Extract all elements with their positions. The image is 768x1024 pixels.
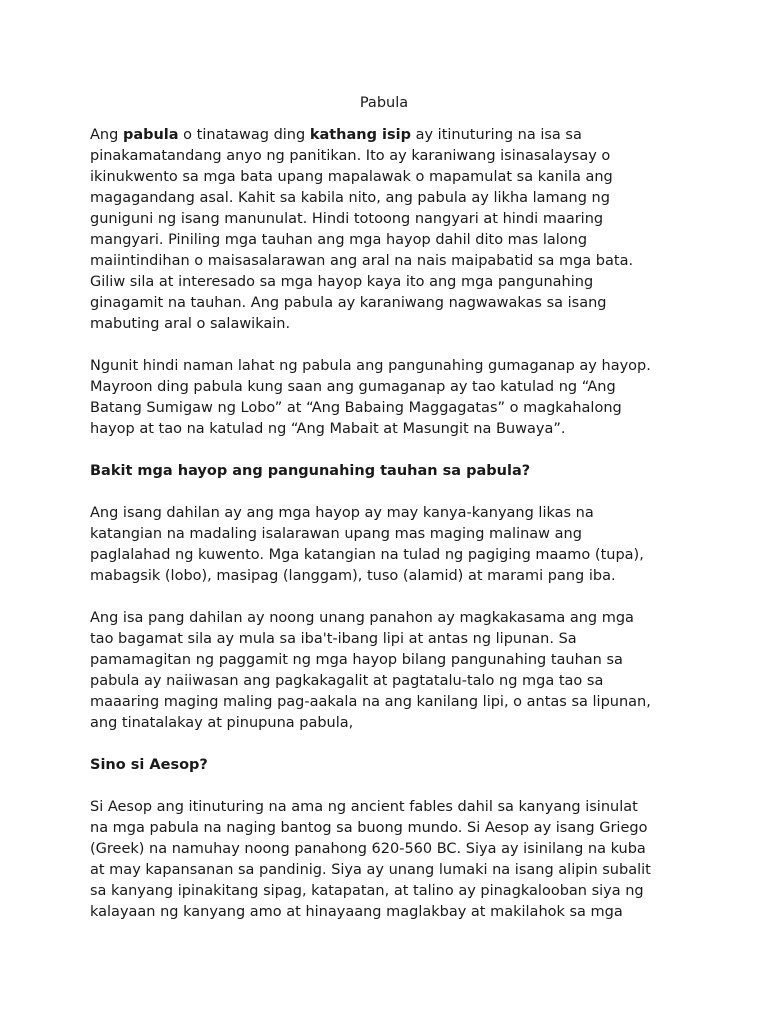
paragraph-line: kalayaan ng kanyang amo at hinayaang maglakbay at makilahok sa mga: [90, 904, 623, 920]
paragraph-line: hayop at tao na katulad ng “Ang Mabait at Masungit na Buwaya”.: [90, 421, 566, 437]
paragraph-line: ginagamit na tauhan. Ang pabula ay karaniwang nagwawakas sa isang: [90, 295, 607, 311]
paragraph-line: Ang isa pang dahilan ay noong unang panahon ay magkakasama ang mga: [90, 610, 634, 626]
paragraph-line: magagandang asal. Kahit sa kabila nito, ang pabula ay likha lamang ng: [90, 190, 610, 206]
paragraph-line: pabula ay naiiwasan ang pagkakagalit at pagtatalu-talo ng mga tao sa: [90, 673, 604, 689]
paragraph-line: Ang isang dahilan ay ang mga hayop ay may kanya-kanyang likas na: [90, 505, 594, 521]
paragraph-line: mabuting aral o salawikain.: [90, 316, 291, 332]
paragraph-line: maaaring maging maling pag-aakala na ang kanilang lipi, o antas sa lipunan,: [90, 694, 651, 710]
paragraph-line: ikinukwento sa mga bata upang mapalawak o mapamulat sa kanila ang: [90, 169, 613, 185]
paragraph-line: pinakamatandang anyo ng panitikan. Ito ay karaniwang isinasalaysay o: [90, 148, 611, 164]
paragraph-line: Giliw sila at interesado sa mga hayop kaya ito ang mga pangunahing: [90, 274, 594, 290]
text-run: Ang: [90, 127, 123, 143]
text-run: o tinatawag ding: [178, 127, 310, 143]
paragraph-line: sa kanyang ipinakitang sipag, katapatan, at talino ay pinagkalooban siya ng: [90, 883, 644, 899]
paragraph-spacer: [90, 440, 690, 461]
paragraph-line: pamamagitan ng paggamit ng mga hayop bilang pangunahing tauhan sa: [90, 652, 623, 668]
paragraph-spacer: [90, 335, 690, 356]
paragraph-second-reason: [90, 608, 690, 734]
paragraph-line: mangyari. Piniling mga tauhan ang mga hayop dahil dito mas lalong: [90, 232, 588, 248]
paragraph-line: ang tinatalakay at pinupuna pabula,: [90, 715, 354, 731]
paragraph-line: Mayroon ding pabula kung saan ang gumaganap ay tao katulad ng “Ang: [90, 379, 616, 395]
document-title: Pabula: [359, 95, 409, 111]
paragraph-line: mabagsik (lobo), masipag (langgam), tuso (alamid) at marami pang iba.: [90, 568, 616, 584]
paragraph-line: tao bagamat sila ay mula sa iba't-ibang lipi at antas ng lipunan. Sa: [90, 631, 577, 647]
paragraph-spacer: [90, 482, 690, 503]
paragraph-human-characters: [90, 356, 690, 440]
document-body: [90, 125, 690, 923]
paragraph-spacer: [90, 587, 690, 608]
paragraph-line: at may kapansanan sa pandinig. Siya ay unang lumaki na isang alipin subalit: [90, 862, 651, 878]
paragraph-line: Ngunit hindi naman lahat ng pabula ang pangunahing gumaganap ay hayop.: [90, 358, 651, 374]
paragraph-spacer: [90, 776, 690, 797]
paragraph-line: Si Aesop ang itinuturing na ama ng ancient fables dahil sa kanyang isinulat: [90, 799, 638, 815]
paragraph-aesop: [90, 797, 690, 923]
section-heading-bakit: Bakit mga hayop ang pangunahing tauhan sa pabula?: [90, 463, 531, 479]
paragraph-line: paglalahad ng kuwento. Mga katangian na tulad ng pagiging maamo (tupa),: [90, 547, 644, 563]
paragraph-line: guniguni ng isang manunulat. Hindi totoong nangyari at hindi maaring: [90, 211, 604, 227]
section-heading-aesop: Sino si Aesop?: [90, 757, 208, 773]
paragraph-line: maiintindihan o maisasalarawan ang aral na nais maipabatid sa mga bata.: [90, 253, 634, 269]
paragraph-line: [90, 125, 690, 146]
paragraph-line: katangian na madaling isalarawan upang mas maging malinaw ang: [90, 526, 582, 542]
paragraph-first-reason: [90, 503, 690, 587]
bold-term-pabula: pabula: [122, 127, 179, 143]
paragraph-line: (Greek) na namuhay noong panahong 620-560 BC. Siya ay isinilang na kuba: [90, 841, 646, 857]
paragraph-line: na mga pabula na naging bantog sa buong mundo. Si Aesop ay isang Griego: [90, 820, 648, 836]
paragraph-line: Batang Sumigaw ng Lobo” at “Ang Babaing Maggagatas” o magkahalong: [90, 400, 622, 416]
bold-term-kathang-isip: kathang isip: [309, 127, 411, 143]
paragraph-pabula-definition: [90, 125, 690, 335]
text-run: ay itinuturing na isa sa: [410, 127, 582, 143]
paragraph-spacer: [90, 734, 690, 755]
